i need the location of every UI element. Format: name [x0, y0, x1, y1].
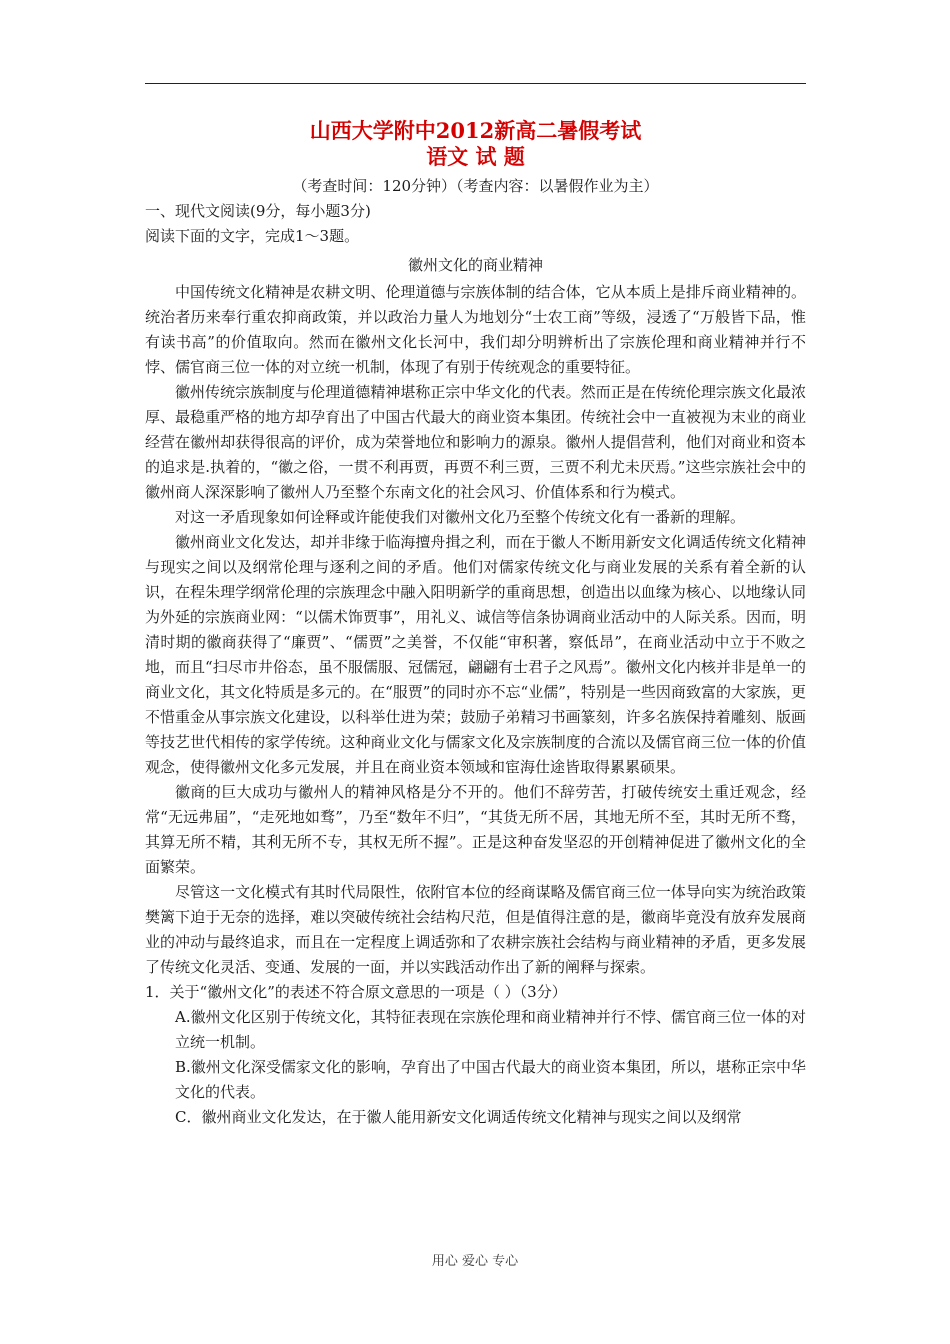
article-paragraph: 徽商的巨大成功与徽州人的精神风格是分不开的。他们不辞劳苦，打破传统安土重迁观念，经常“无远弗届”，“走死地如骛”，乃至“数年不归”，“其货无所不居，其地无所不至，其时无所不骛，其算无所不精，其利无所不专，其权无所不握”。正是这种奋发坚忍的开创精神促进了徽州文化的全面繁荣。	[145, 783, 806, 876]
section-instruction: 阅读下面的文字，完成1～3题。	[145, 227, 360, 245]
exam-note: （考查时间：120分钟）（考查内容：以暑假作业为主）	[292, 177, 659, 195]
article-paragraph: 尽管这一文化模式有其时代局限性，依附官本位的经商谋略及儒官商三位一体导向实为统治政策樊篱下迫于无奈的选择，难以突破传统社会结构尺范，但是值得注意的是，徽商毕竟没有放弃发展商业的冲动与最终追求，而且在一定程度上调适弥和了农耕宗族社会结构与商业精神的矛盾，更多发展了传统文化灵活、变通、发展的一面，并以实践活动作出了新的阐释与探索。	[145, 883, 806, 976]
question-1-option-c: C．徽州商业文化发达，在于徽人能用新安文化调适传统文化精神与现实之间以及纲常	[175, 1108, 742, 1126]
document-body	[145, 118, 806, 1130]
article-paragraph: 徽州商业文化发达，却并非缘于临海擅舟揖之利，而在于徽人不断用新安文化调适传统文化精神与现实之间以及纲常伦理与逐利之间的矛盾。他们对儒家传统文化与商业发展的关系有着全新的认识，在程朱理学纲常伦理的宗族理念中融入阳明新学的重商思想，创造出以血缘为核心、以地缘认同为外延的宗族商业网：“以儒术饰贾事”，用礼义、诚信等信条协调商业活动中的人际关系。因而，明清时期的徽商获得了“廉贾”、“儒贾”之美誉，不仅能“审积著，察低昂”，在商业活动中立于不败之地，而且“扫尽市井俗态，虽不服儒服、冠儒冠，翩翩有士君子之风焉”。徽州文化内核并非是单一的商业文化，其文化特质是多元的。在“服贾”的同时亦不忘“业儒”，特别是一些因商致富的大家族，更不惜重金从事宗族文化建设，以科举仕进为荣；鼓励子弟精习书画篆刻，许多名族保持着雕刻、版画等技艺世代相传的家学传统。这种商业文化与儒家文化及宗族制度的合流以及儒官商三位一体的价值观念，使得徽州文化多元发展，并且在商业资本领域和宦海仕途皆取得累累硕果。	[145, 533, 806, 776]
article-title: 徽州文化的商业精神	[407, 256, 543, 274]
article-paragraph: 对这一矛盾现象如何诠释或许能使我们对徽州文化乃至整个传统文化有一番新的理解。	[175, 508, 746, 526]
exam-title: 山西大学附中2012新高二暑假考试	[309, 118, 642, 143]
page-footer: 用心 爱心 专心	[431, 1254, 519, 1269]
header-rule	[145, 83, 806, 84]
exam-subtitle: 语文 试 题	[426, 144, 525, 169]
article-paragraph: 徽州传统宗族制度与伦理道德精神堪称正宗中华文化的代表。然而正是在传统伦理宗族文化最浓厚、最稳重严格的地方却孕育出了中国古代最大的商业资本集团。传统社会中一直被视为末业的商业经营在徽州却获得很高的评价，成为荣誉地位和影响力的源泉。徽州人提倡营利，他们对商业和资本的追求是.执着的，“徽之俗，一贯不利再贾，再贾不利三贾，三贾不利尤未厌焉。”这些宗族社会中的徽州商人深深影响了徽州人乃至整个东南文化的社会风习、价值体系和行为模式。	[145, 383, 806, 501]
question-1-option-a: A.徽州文化区别于传统文化，其特征表现在宗族伦理和商业精神并行不悖、儒官商三位一体的对立统一机制。	[175, 1008, 806, 1051]
section-heading: 一、现代文阅读(9分，每小题3分)	[145, 202, 371, 220]
question-1-stem: 1．关于“徽州文化”的表述不符合原文意思的一项是（ ）（3分）	[145, 983, 567, 1001]
article-paragraph: 中国传统文化精神是农耕文明、伦理道德与宗族体制的结合体，它从本质上是排斥商业精神的。统治者历来奉行重农抑商政策，并以政治力量人为地划分“士农工商”等级，浸透了“万般皆下品，惟有读书高”的价值取向。然而在徽州文化长河中，我们却分明辨析出了宗族伦理和商业精神并行不悖、儒官商三位一体的对立统一机制，体现了有别于传统观念的重要特征。	[145, 283, 806, 376]
question-1-option-b: B.徽州文化深受儒家文化的影响，孕育出了中国古代最大的商业资本集团，所以，堪称正宗中华文化的代表。	[175, 1058, 806, 1101]
